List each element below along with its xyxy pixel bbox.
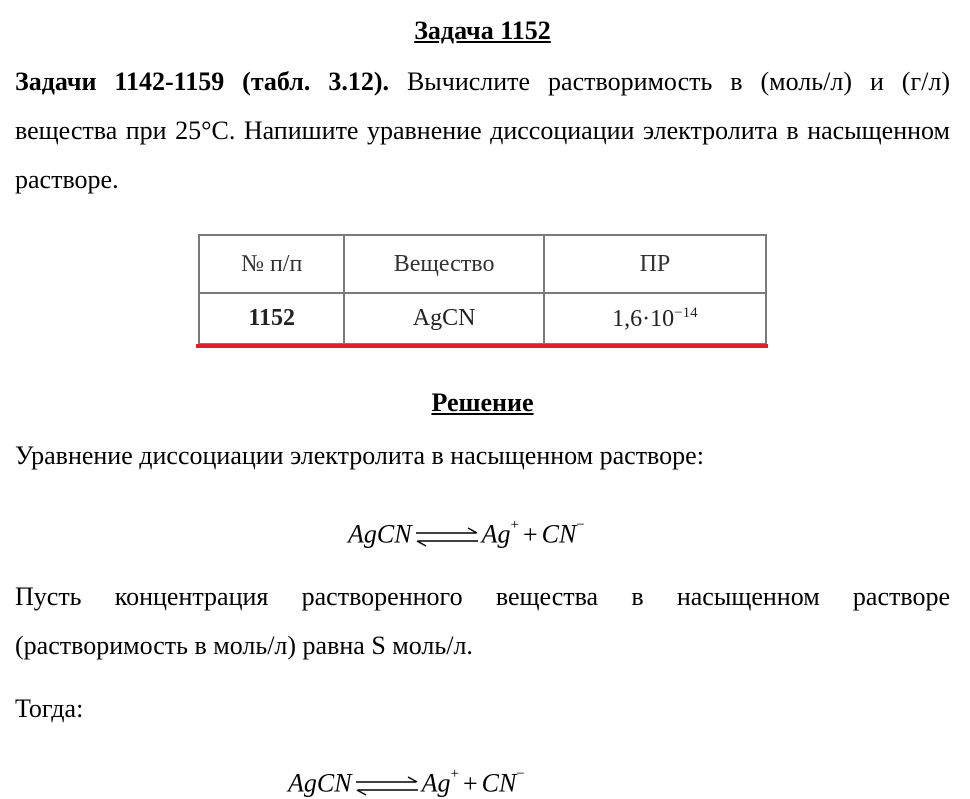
solution-heading: Решение xyxy=(431,388,534,417)
table-row xyxy=(199,293,766,344)
header-number: № п/п xyxy=(199,235,344,293)
eq2-ion2: CN xyxy=(481,768,517,798)
eq-ion1-charge: + xyxy=(510,517,519,533)
eq-plus: + xyxy=(522,519,538,549)
equilibrium-arrows-icon xyxy=(414,525,480,549)
eq2-ion1-charge: + xyxy=(450,766,459,782)
data-table xyxy=(198,234,767,345)
table-header-row xyxy=(199,235,766,293)
then-text: Тогда: xyxy=(15,694,84,723)
eq-reactant: AgCN xyxy=(348,519,412,549)
equilibrium-arrows-icon xyxy=(354,774,420,798)
eq-ion1: Ag xyxy=(481,519,511,549)
header-pr: ПР xyxy=(544,235,766,293)
cell-substance: AgCN xyxy=(344,293,543,344)
task-title: Задача 1152 xyxy=(414,16,551,45)
eq2-reactant: AgCN xyxy=(288,768,352,798)
pr-exponent: −14 xyxy=(674,304,698,321)
pr-mantissa: 1,6·10 xyxy=(612,305,675,332)
task-text: Вычислите растворимость в (моль/л) и (г/л) вещества при 25°С. Напишите уравнение диссоциации электролита в насыщенном растворе. xyxy=(15,67,950,194)
eq2-ion2-charge: − xyxy=(516,766,525,782)
eq-ion2: CN xyxy=(541,519,577,549)
dissociation-equation xyxy=(348,514,585,550)
eq-ion2-charge: − xyxy=(576,517,585,533)
dissociation-intro: Уравнение диссоциации электролита в насыщенном растворе: xyxy=(15,441,704,470)
eq2-plus: + xyxy=(462,768,478,798)
eq2-ion1: Ag xyxy=(421,768,451,798)
cell-pr xyxy=(544,293,766,344)
task-range-label: Задачи 1142-1159 (табл. 3.12). xyxy=(15,67,389,96)
data-table-wrapper xyxy=(198,234,767,345)
concentration-text: Пусть концентрация растворенного вещества в насыщенном растворе (растворимость в моль/л) равна S моль/л. xyxy=(15,582,950,660)
task-statement xyxy=(15,57,950,204)
red-underline-divider xyxy=(196,344,768,348)
cell-number: 1152 xyxy=(199,293,344,344)
dissociation-equation-2 xyxy=(288,763,525,799)
header-substance: Вещество xyxy=(344,235,543,293)
